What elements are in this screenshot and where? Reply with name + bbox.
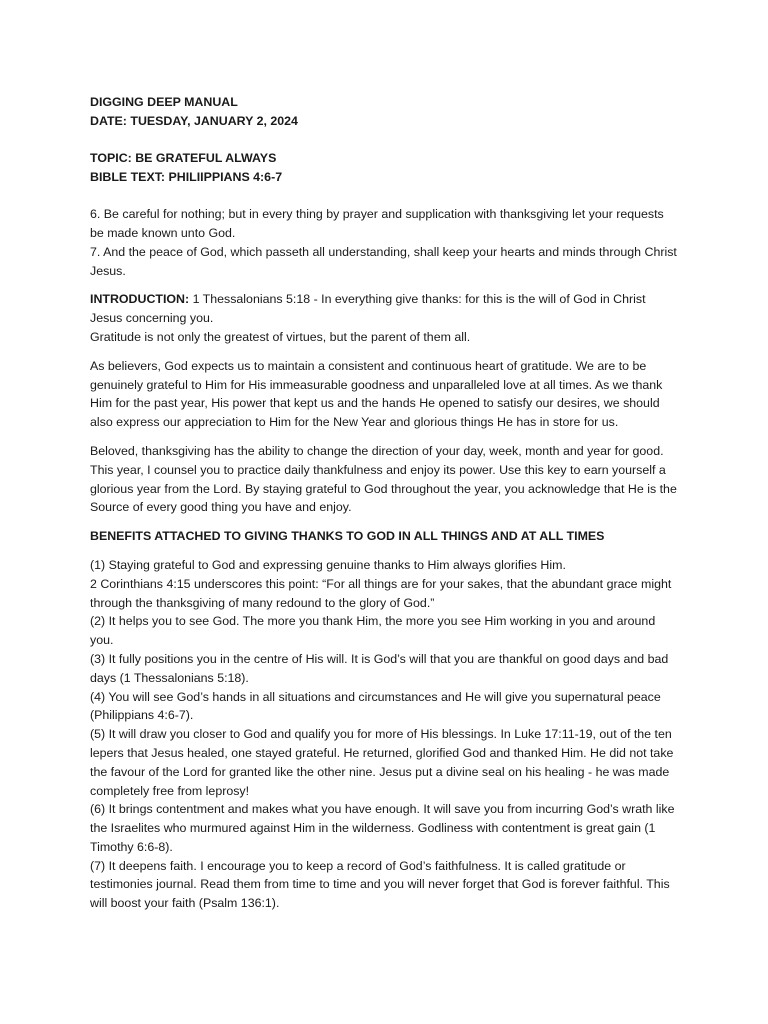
bible-text-line: BIBLE TEXT: PHILIIPPIANS 4:6-7 bbox=[90, 169, 283, 184]
benefits-heading: BENEFITS ATTACHED TO GIVING THANKS TO GOD IN ALL THINGS AND AT ALL TIMES bbox=[90, 529, 605, 544]
manual-title: DIGGING DEEP MANUAL bbox=[90, 95, 238, 109]
introduction-label: INTRODUCTION: bbox=[90, 292, 190, 307]
introduction-text: 1 Thessalonians 5:18 - In everything give thanks: for this is the will of God in Christ Jesus concerning you. bbox=[90, 292, 646, 326]
body-paragraph-1: As believers, God expects us to maintain a consistent and continuous heart of gratitude. We are to be genuinely grateful to Him for His immeasurable goodness and unparalleled love at all times. As we thank Him for the past year, His power that kept us and the hands He opened to satisfy our desires, we should also express our appreciation to Him for the New Year and glorious things He has in store for us. bbox=[90, 358, 663, 430]
introduction-paragraph bbox=[90, 290, 680, 328]
introduction-quote: Gratitude is not only the greatest of virtues, but the parent of them all. bbox=[90, 329, 471, 344]
benefit-item: (5) It will draw you closer to God and qualify you for more of His blessings. In Luke 17:11-19, out of the ten lepers that Jesus healed, one stayed grateful. He returned, glorified God and thanked Him. He did not take the favour of the Lord for granted like the other nine. Jesus put a divine seal on his healing - he was made completely free from leprosy! bbox=[90, 727, 674, 798]
topic-line: TOPIC: BE GRATEFUL ALWAYS bbox=[90, 151, 277, 166]
verse-7: 7. And the peace of God, which passeth all understanding, shall keep your hearts and minds through Christ Jesus. bbox=[90, 244, 677, 278]
benefit-item: (4) You will see God’s hands in all situations and circumstances and He will give you supernatural peace (Philippians 4:6-7). bbox=[90, 689, 661, 723]
benefit-item: (7) It deepens faith. I encourage you to keep a record of God’s faithfulness. It is called gratitude or testimonies journal. Read them from time to time and you will never forget that God is forever faithful. This will boost your faith (Psalm 136:1). bbox=[90, 858, 670, 911]
document-content bbox=[90, 93, 680, 913]
body-paragraph-2: Beloved, thanksgiving has the ability to change the direction of your day, week, month and year for good. This year, I counsel you to practice daily thankfulness and enjoy its power. Use this key to earn yourself a glorious year from the Lord. By staying grateful to God throughout the year, you acknowledge that He is the Source of every good thing you have and enjoy. bbox=[90, 443, 677, 515]
benefit-item: (1) Staying grateful to God and expressing genuine thanks to Him always glorifies Him. bbox=[90, 557, 566, 572]
benefit-item: (6) It brings contentment and makes what you have enough. It will save you from incurring God’s wrath like the Israelites who murmured against Him in the wilderness. Godliness with contentment is great gain (1 Timothy 6:6-8). bbox=[90, 802, 675, 854]
verse-6: 6. Be careful for nothing; but in every thing by prayer and supplication with thanksgiving let your requests be made known unto God. bbox=[90, 207, 664, 240]
benefit-item: (3) It fully positions you in the centre of His will. It is God’s will that you are thankful on good days and bad days (1 Thessalonians 5:18). bbox=[90, 651, 669, 685]
benefit-item: 2 Corinthians 4:15 underscores this point: “For all things are for your sakes, that the abundant grace might through the thanksgiving of many redound to the glory of God.” bbox=[90, 576, 672, 610]
date-line: DATE: TUESDAY, JANUARY 2, 2024 bbox=[90, 113, 298, 128]
benefit-item: (2) It helps you to see God. The more you thank Him, the more you see Him working in you and around you. bbox=[90, 614, 656, 648]
